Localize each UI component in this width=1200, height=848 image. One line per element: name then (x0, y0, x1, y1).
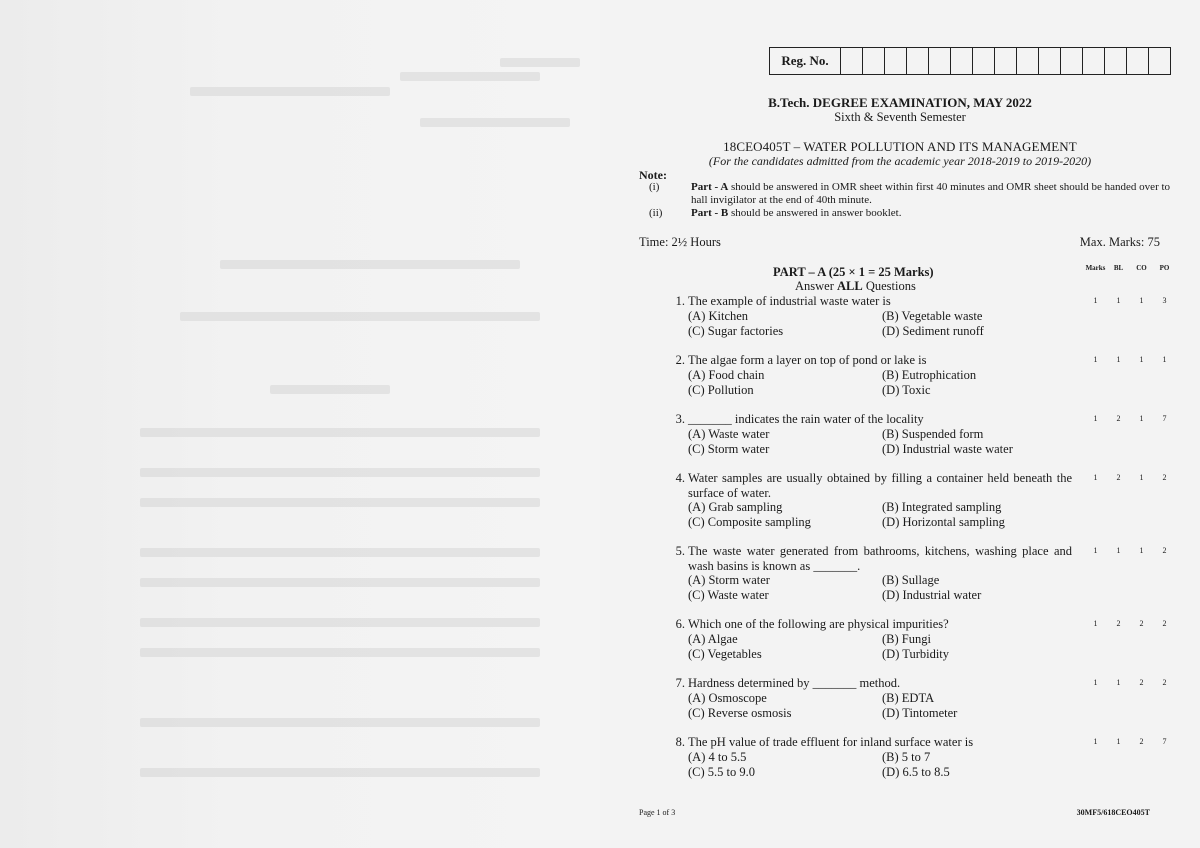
note-item: (ii) Part - B should be answered in answer booklet. (649, 207, 902, 219)
semester: Sixth & Seventh Semester (834, 110, 966, 124)
question-5: 5. The waste water generated from bathrooms, kitchens, washing place and wash basins is known as _______. (A) Storm water (B) Sullage (C) Waste water (D) Industrial water 1 1 1 2 (670, 544, 1180, 604)
question-6: 6. Which one of the following are physical impurities? (A) Algae (B) Fungi (C) Vegetables (D) Turbidity 1 2 2 2 (670, 617, 1180, 667)
col-bl: BL (1113, 264, 1124, 272)
reg-cell (841, 48, 863, 74)
question-3: 3. _______ indicates the rain water of the locality (A) Waste water (B) Suspended form (C) Storm water (D) Industrial waste water 1 2 1 7 (670, 412, 1180, 462)
exam-title: B.Tech. DEGREE EXAMINATION, MAY 2022 (768, 95, 1032, 110)
exam-page (600, 0, 1200, 848)
candidates-note: (For the candidates admitted from the academic year 2018-2019 to 2019-2020) (708, 154, 1092, 168)
marks-column-headers (1084, 264, 1176, 272)
question-marks: 1 2 1 7 (1093, 414, 1167, 423)
reg-cell (863, 48, 885, 74)
reg-cell (885, 48, 907, 74)
question-marks: 1 1 1 1 (1093, 355, 1167, 364)
question-marks: 1 1 2 7 (1093, 737, 1167, 746)
reg-cell (1149, 48, 1170, 74)
reg-cell (995, 48, 1017, 74)
reg-cell (951, 48, 973, 74)
question-marks: 1 1 2 2 (1093, 678, 1167, 687)
time-allowed: Time: 2½ Hours (639, 235, 721, 249)
question-marks: 1 1 1 3 (1093, 296, 1167, 305)
reg-cell (1127, 48, 1149, 74)
reg-cell (929, 48, 951, 74)
part-a-title: PART – A (25 × 1 = 25 Marks) (773, 265, 934, 279)
reg-cell (1105, 48, 1127, 74)
question-marks: 1 2 1 2 (1093, 473, 1167, 482)
part-a-instruction: Answer ALL Questions (795, 279, 916, 293)
reg-cell (1083, 48, 1105, 74)
question-marks: 1 1 1 2 (1093, 546, 1167, 555)
page-number: Page 1 of 3 (639, 808, 676, 817)
reg-cell (973, 48, 995, 74)
question-2: 2. The algae form a layer on top of pond or lake is (A) Food chain (B) Eutrophication (C) Pollution (D) Toxic 1 1 1 1 (670, 353, 1180, 403)
col-co: CO (1136, 264, 1147, 272)
question-8: 8. The pH value of trade effluent for inland surface water is (A) 4 to 5.5 (B) 5 to 7 (C) 5.5 to 9.0 (D) 6.5 to 8.5 1 1 2 7 (670, 735, 1180, 785)
note-item: (i) Part - A should be answered in OMR sheet within first 40 minutes and OMR sheet should be handed over to hall invigilator at the end of 40th minute. (649, 181, 1171, 206)
reg-cell (907, 48, 929, 74)
paper-code: 30MF5/618CEO405T (1076, 808, 1150, 817)
reg-cell (1039, 48, 1061, 74)
col-marks: Marks (1085, 264, 1106, 272)
note-heading: Note: (639, 168, 667, 182)
reg-cell (1017, 48, 1039, 74)
reg-cell (1061, 48, 1083, 74)
max-marks: Max. Marks: 75 (1079, 235, 1160, 249)
question-1: 1. The example of industrial waste water is (A) Kitchen (B) Vegetable waste (C) Sugar factories (D) Sediment runoff 1 1 1 3 (670, 294, 1180, 344)
col-po: PO (1159, 264, 1170, 272)
course-title: 18CEO405T – WATER POLLUTION AND ITS MANAGEMENT (723, 139, 1077, 154)
question-marks: 1 2 2 2 (1093, 619, 1167, 628)
reg-no-label: Reg. No. (770, 48, 841, 74)
question-7: 7. Hardness determined by _______ method. (A) Osmoscope (B) EDTA (C) Reverse osmosis (D) Tintometer 1 1 2 2 (670, 676, 1180, 726)
question-4: 4. Water samples are usually obtained by filling a container held beneath the surface of water. (A) Grab sampling (B) Integrated sampling (C) Composite sampling (D) Horizontal sampling 1 2 1 2 (670, 471, 1180, 531)
reg-no-box (769, 47, 1171, 75)
